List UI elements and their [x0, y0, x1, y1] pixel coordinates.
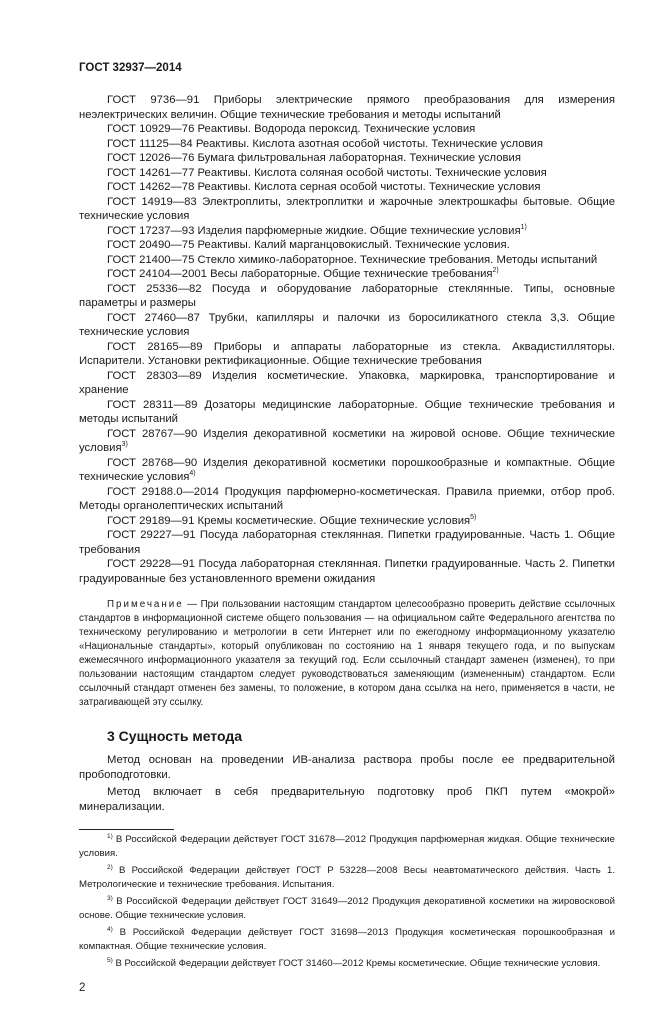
reference-item [79, 238, 615, 253]
footnote-mark: 3) [107, 895, 113, 902]
footnote-text: В Российской Федерации действует ГОСТ 31649—2012 Продукция декоративной косметики на жировосковой основе. Общие технические условия. [79, 896, 615, 921]
reference-text: ГОСТ 28311—89 Дозаторы медицинские лабораторные. Общие технические требования и методы испытаний [79, 398, 615, 425]
reference-item [79, 137, 615, 152]
reference-item [79, 151, 615, 166]
document-header: ГОСТ 32937—2014 [79, 62, 182, 74]
reference-text: ГОСТ 10929—76 Реактивы. Водорода пероксид. Технические условия [107, 123, 476, 135]
reference-item [79, 253, 615, 268]
reference-text: ГОСТ 27460—87 Трубки, капилляры и палочки из боросиликатного стекла 3,3. Общие технические условия [79, 311, 615, 338]
reference-text: ГОСТ 12026—76 Бумага фильтровальная лабораторная. Технические условия [107, 152, 521, 164]
reference-text: ГОСТ 14919—83 Электроплиты, электроплитки и жарочные электрошкафы бытовые. Общие технические условия [79, 195, 615, 222]
footnote [79, 957, 615, 971]
footnote [79, 833, 615, 860]
reference-item [79, 267, 615, 282]
footnote-ref[interactable]: 5) [470, 513, 477, 521]
reference-item [79, 180, 615, 195]
footnote-mark: 1) [107, 833, 113, 840]
footnote-mark: 2) [107, 864, 113, 871]
reference-item [79, 485, 615, 514]
reference-text: ГОСТ 29227—91 Посуда лабораторная стеклянная. Пипетки градуированные. Часть 1. Общие требования [79, 529, 615, 556]
reference-text: ГОСТ 25336—82 Посуда и оборудование лабораторные стеклянные. Типы, основные параметры и размеры [79, 282, 615, 309]
footnote-text: В Российской Федерации действует ГОСТ 31698—2013 Продукция косметическая порошкообразная и компактная. Общие технические условия. [79, 927, 615, 952]
footnote-text: В Российской Федерации действует ГОСТ 31460—2012 Кремы косметические. Общие технические условия. [112, 958, 601, 969]
footnote-ref[interactable]: 3) [121, 441, 128, 448]
footnotes [79, 833, 615, 971]
footnote-ref[interactable]: 2) [492, 267, 499, 274]
reference-text: ГОСТ 14261—77 Реактивы. Кислота соляная особой чистоты. Технические условия [107, 166, 547, 179]
section-paragraph: Метод включает в себя предварительную подготовку проб ПКП путем «мокрой» минерализации. [79, 786, 615, 813]
reference-item [79, 122, 615, 137]
document-page [79, 0, 615, 1015]
reference-text: ГОСТ 21400—75 Стекло химико-лабораторное. Технические требования. Методы испытаний [107, 253, 598, 266]
reference-text: ГОСТ 14262—78 Реактивы. Кислота серная особой чистоты. Технические условия [107, 181, 541, 193]
normative-references-list [79, 93, 615, 586]
reference-text: ГОСТ 29228—91 Посуда лабораторная стеклянная. Пипетки градуированные. Часть 2. Пипетки градуированные без установленного времени ожидания [79, 558, 615, 585]
reference-text: ГОСТ 9736—91 Приборы электрические прямого преобразования для измерения неэлектрических величин. Общие технические требования и методы испытаний [79, 94, 615, 121]
footnote-ref[interactable]: 4) [189, 470, 196, 477]
reference-text: ГОСТ 11125—84 Реактивы. Кислота азотная особой чистоты. Технические условия [107, 137, 543, 150]
footnote-mark: 5) [107, 957, 113, 964]
reference-item [79, 456, 615, 485]
reference-text: ГОСТ 29189—91 Кремы косметические. Общие технические условия [107, 514, 471, 527]
note-label: Примечание [107, 599, 184, 610]
footnote-mark: 4) [107, 926, 113, 933]
reference-text: ГОСТ 28768—90 Изделия декоративной косметики порошкообразные и компактные. Общие технические условия [79, 456, 615, 483]
reference-text: ГОСТ 28303—89 Изделия косметические. Упаковка, маркировка, транспортирование и хранение [79, 369, 615, 396]
reference-text: ГОСТ 17237—93 Изделия парфюмерные жидкие. Общие технические условия [107, 224, 521, 237]
reference-item [79, 528, 615, 557]
footnote-ref[interactable]: 1) [520, 223, 527, 231]
reference-text: ГОСТ 28165—89 Приборы и аппараты лабораторные из стекла. Аквадистилляторы. Испарители. Установки ректификационные. Общие технические требования [79, 340, 615, 367]
footnote-text: В Российской Федерации действует ГОСТ 31678—2012 Продукция парфюмерная жидкая. Общие технические условия. [79, 834, 615, 859]
reference-item [79, 282, 615, 311]
reference-text: ГОСТ 20490—75 Реактивы. Калий марганцовокислый. Технические условия. [107, 239, 510, 251]
reference-item [79, 93, 615, 122]
footnote [79, 926, 615, 953]
section-title: 3 Сущность метода [107, 728, 243, 744]
page-number: 2 [79, 981, 86, 994]
footnote-text: В Российской Федерации действует ГОСТ Р 53228—2008 Весы неавтоматического действия. Часть 1. Метрологические и технические требования. Испытания. [79, 865, 615, 890]
reference-item [79, 195, 615, 224]
reference-item [79, 224, 615, 239]
reference-item [79, 311, 615, 340]
note-text: — При пользовании настоящим стандартом целесообразно проверить действие ссылочных стандартов в информационной системе общего пользования — на официальном сайте Федерального агентства по техническому регулированию и метрологии в сети Интернет или по ежегодному информационному указателю «Национальные стандарты», который опубликован по состоянию на 1 января текущего года, и по выпускам ежемесячного информационного указателя за текущий год. Если ссылочный стандарт заменен (изменен), то при пользовании настоящим стандартом следует руководствоваться заменяющим (измененным) стандартом. Если ссылочный стандарт отменен без замены, то положение, в котором дана ссылка на него, применяется в части, не затрагивающей эту ссылку. [79, 599, 615, 708]
reference-text: ГОСТ 24104—2001 Весы лабораторные. Общие технические требования [107, 268, 493, 280]
reference-item [79, 557, 615, 586]
footnote [79, 895, 615, 922]
reference-text: ГОСТ 28767—90 Изделия декоративной косметики на жировой основе. Общие технические условия [79, 427, 615, 454]
reference-item [79, 427, 615, 456]
reference-item [79, 166, 615, 181]
section-body [79, 753, 615, 815]
footnote [79, 864, 615, 891]
footnote-divider [79, 829, 174, 830]
reference-item [79, 398, 615, 427]
reference-text: ГОСТ 29188.0—2014 Продукция парфюмерно-косметическая. Правила приемки, отбор проб. Методы органолептических испытаний [79, 485, 615, 512]
note [79, 598, 615, 710]
reference-item [79, 340, 615, 369]
reference-item [79, 514, 615, 529]
section-paragraph: Метод основан на проведении ИВ-анализа раствора пробы после ее предварительной пробоподготовки. [79, 754, 615, 781]
reference-item [79, 369, 615, 398]
